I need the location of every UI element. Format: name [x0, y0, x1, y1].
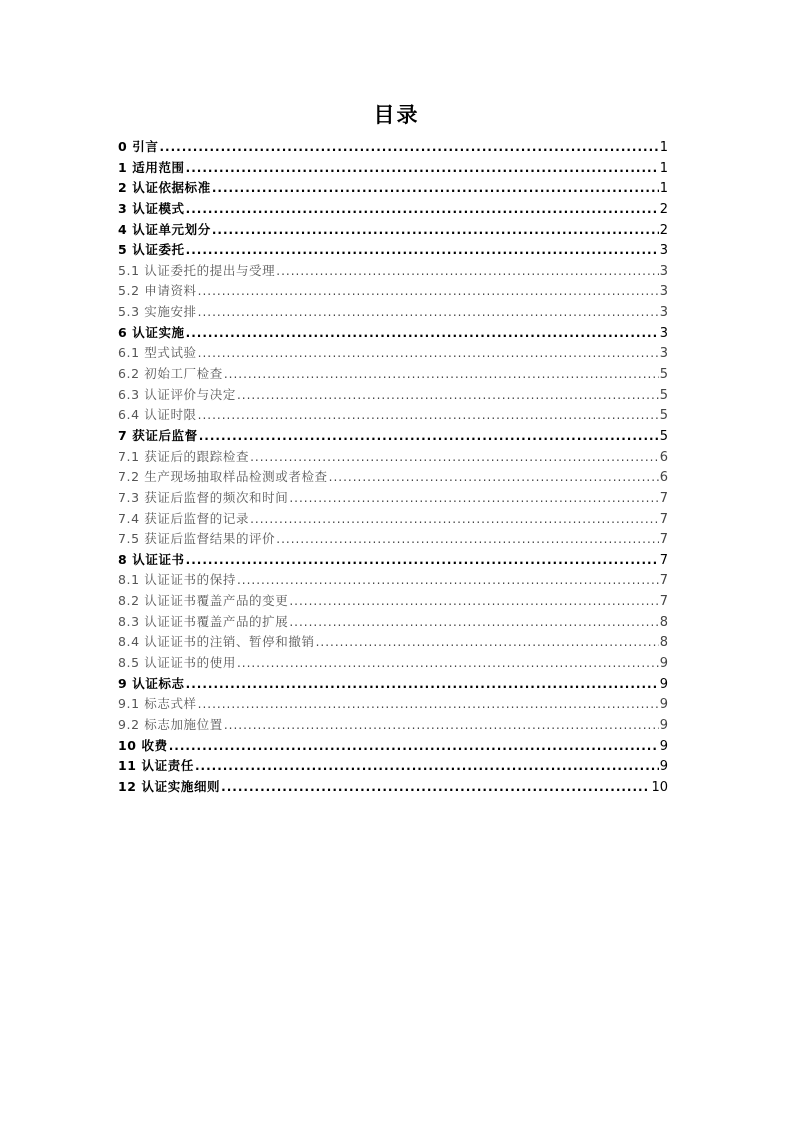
toc-dot-leader	[186, 158, 659, 179]
toc-entry-label: 7.4 获证后监督的记录	[118, 510, 250, 526]
toc-entry-label: 10 收费	[118, 737, 168, 753]
toc-entry-label: 6.3 认证评价与决定	[118, 386, 236, 402]
toc-dot-leader	[289, 612, 658, 633]
toc-page-number: 2	[659, 222, 668, 238]
toc-page-number: 8	[659, 635, 668, 651]
toc-entry-label: 12 认证实施细则	[118, 778, 221, 794]
toc-entry-chapter[interactable]	[118, 137, 668, 158]
toc-entry-section[interactable]	[118, 343, 668, 364]
toc-page-number: 8	[659, 614, 668, 630]
toc-dot-leader	[186, 323, 659, 344]
toc-page-number: 9	[659, 656, 668, 672]
toc-page-number: 9	[659, 738, 668, 754]
toc-entry-label: 9.2 标志加施位置	[118, 716, 223, 732]
toc-entry-label: 6.4 认证时限	[118, 407, 197, 423]
toc-entry-section[interactable]	[118, 632, 668, 653]
toc-dot-leader	[237, 385, 659, 406]
toc-entry-section[interactable]	[118, 302, 668, 323]
toc-entry-label: 6 认证实施	[118, 324, 185, 340]
toc-entry-label: 5.3 实施安排	[118, 304, 197, 320]
toc-page-number: 7	[659, 511, 668, 527]
toc-entry-chapter[interactable]	[118, 550, 668, 571]
toc-dot-leader	[198, 405, 659, 426]
toc-entry-label: 1 适用范围	[118, 159, 185, 175]
toc-dot-leader	[237, 653, 659, 674]
toc-entry-section[interactable]	[118, 715, 668, 736]
toc-page-number: 9	[659, 676, 668, 692]
toc-entry-label: 2 认证依据标准	[118, 180, 211, 196]
toc-dot-leader	[224, 364, 659, 385]
toc-page-number: 3	[659, 346, 668, 362]
toc-page-number: 5	[659, 408, 668, 424]
toc-dot-leader	[250, 509, 659, 530]
toc-entry-section[interactable]	[118, 529, 668, 550]
toc-dot-leader	[198, 281, 659, 302]
toc-page-number: 1	[659, 160, 668, 176]
toc-entry-label: 7.3 获证后监督的频次和时间	[118, 489, 289, 505]
toc-dot-leader	[250, 447, 659, 468]
toc-page-number: 10	[651, 779, 668, 795]
toc-entry-section[interactable]	[118, 653, 668, 674]
toc-page-number: 7	[659, 532, 668, 548]
toc-entry-label: 9.1 标志式样	[118, 696, 197, 712]
toc-page-number: 1	[659, 181, 668, 197]
toc-entry-section[interactable]	[118, 488, 668, 509]
toc-dot-leader	[224, 715, 659, 736]
toc-entry-chapter[interactable]	[118, 736, 668, 757]
toc-entry-label: 8.3 认证证书覆盖产品的扩展	[118, 613, 289, 629]
toc-dot-leader	[276, 261, 658, 282]
toc-page-number: 9	[659, 717, 668, 733]
toc-entry-label: 0 引言	[118, 139, 159, 154]
toc-entry-section[interactable]	[118, 405, 668, 426]
toc-entry-label: 7 获证后监督	[118, 427, 198, 443]
toc-entry-label: 7.2 生产现场抽取样品检测或者检查	[118, 469, 328, 485]
toc-entry-section[interactable]	[118, 364, 668, 385]
page-title: 目录	[373, 103, 420, 127]
toc-page-number: 5	[659, 428, 668, 444]
toc-page-number: 1	[659, 140, 668, 155]
toc-page-number: 5	[659, 387, 668, 403]
toc-entry-section[interactable]	[118, 467, 668, 488]
toc-page-number: 7	[659, 594, 668, 610]
toc-page-number: 6	[659, 449, 668, 465]
toc-entry-label: 8.1 认证证书的保持	[118, 572, 236, 588]
toc-entry-section[interactable]	[118, 570, 668, 591]
table-of-contents	[118, 137, 668, 798]
toc-dot-leader	[198, 694, 659, 715]
toc-page-number: 2	[659, 201, 668, 217]
toc-entry-label: 5.2 申请资料	[118, 283, 197, 299]
toc-dot-leader	[186, 199, 659, 220]
toc-entry-label: 5 认证委托	[118, 242, 185, 258]
toc-dot-leader	[195, 756, 659, 777]
toc-entry-section[interactable]	[118, 591, 668, 612]
toc-page-number: 5	[659, 367, 668, 383]
toc-page-number: 9	[659, 697, 668, 713]
toc-entry-chapter[interactable]	[118, 199, 668, 220]
toc-entry-section[interactable]	[118, 281, 668, 302]
toc-entry-section[interactable]	[118, 261, 668, 282]
toc-page-number: 7	[659, 573, 668, 589]
toc-entry-section[interactable]	[118, 694, 668, 715]
toc-dot-leader	[221, 777, 650, 798]
toc-entry-chapter[interactable]	[118, 178, 668, 199]
toc-entry-chapter[interactable]	[118, 674, 668, 695]
toc-entry-label: 7.5 获证后监督结果的评价	[118, 531, 276, 547]
toc-page-number: 6	[659, 470, 668, 486]
toc-dot-leader	[212, 220, 659, 241]
toc-dot-leader	[276, 529, 658, 550]
toc-page-number: 3	[659, 243, 668, 259]
toc-entry-chapter[interactable]	[118, 158, 668, 179]
toc-dot-leader	[186, 550, 659, 571]
toc-dot-leader	[329, 467, 659, 488]
toc-entry-label: 6.2 初始工厂检查	[118, 366, 223, 382]
toc-dot-leader	[186, 674, 659, 695]
toc-page-number: 3	[659, 325, 668, 341]
toc-entry-section[interactable]	[118, 385, 668, 406]
toc-entry-chapter[interactable]	[118, 756, 668, 777]
toc-entry-label: 8 认证证书	[118, 551, 185, 567]
toc-entry-chapter[interactable]	[118, 777, 668, 798]
toc-page-number: 3	[659, 305, 668, 321]
toc-page-number: 3	[659, 263, 668, 279]
toc-dot-leader	[186, 240, 659, 261]
toc-dot-leader	[159, 137, 658, 158]
toc-entry-chapter[interactable]	[118, 240, 668, 261]
toc-entry-section[interactable]	[118, 447, 668, 468]
toc-entry-chapter[interactable]	[118, 220, 668, 241]
toc-entry-section[interactable]	[118, 612, 668, 633]
toc-page-number: 7	[659, 552, 668, 568]
toc-dot-leader	[199, 426, 659, 447]
toc-dot-leader	[316, 632, 659, 653]
toc-dot-leader	[198, 343, 659, 364]
toc-dot-leader	[169, 736, 659, 757]
toc-entry-label: 8.4 认证证书的注销、暂停和撤销	[118, 634, 315, 650]
toc-dot-leader	[237, 570, 659, 591]
toc-entry-label: 8.5 认证证书的使用	[118, 655, 236, 671]
toc-dot-leader	[289, 488, 658, 509]
toc-entry-chapter[interactable]	[118, 323, 668, 344]
toc-entry-section[interactable]	[118, 509, 668, 530]
toc-entry-label: 6.1 型式试验	[118, 345, 197, 361]
toc-dot-leader	[289, 591, 658, 612]
toc-page-number: 9	[659, 759, 668, 775]
toc-page-number: 3	[659, 284, 668, 300]
toc-dot-leader	[198, 302, 659, 323]
toc-page-number: 7	[659, 490, 668, 506]
toc-entry-label: 3 认证模式	[118, 200, 185, 216]
toc-entry-label: 7.1 获证后的跟踪检查	[118, 448, 250, 464]
toc-entry-chapter[interactable]	[118, 426, 668, 447]
toc-entry-label: 8.2 认证证书覆盖产品的变更	[118, 593, 289, 609]
toc-entry-label: 9 认证标志	[118, 675, 185, 691]
toc-entry-label: 11 认证责任	[118, 758, 194, 774]
toc-entry-label: 4 认证单元划分	[118, 221, 211, 237]
toc-dot-leader	[212, 178, 659, 199]
toc-entry-label: 5.1 认证委托的提出与受理	[118, 262, 276, 278]
